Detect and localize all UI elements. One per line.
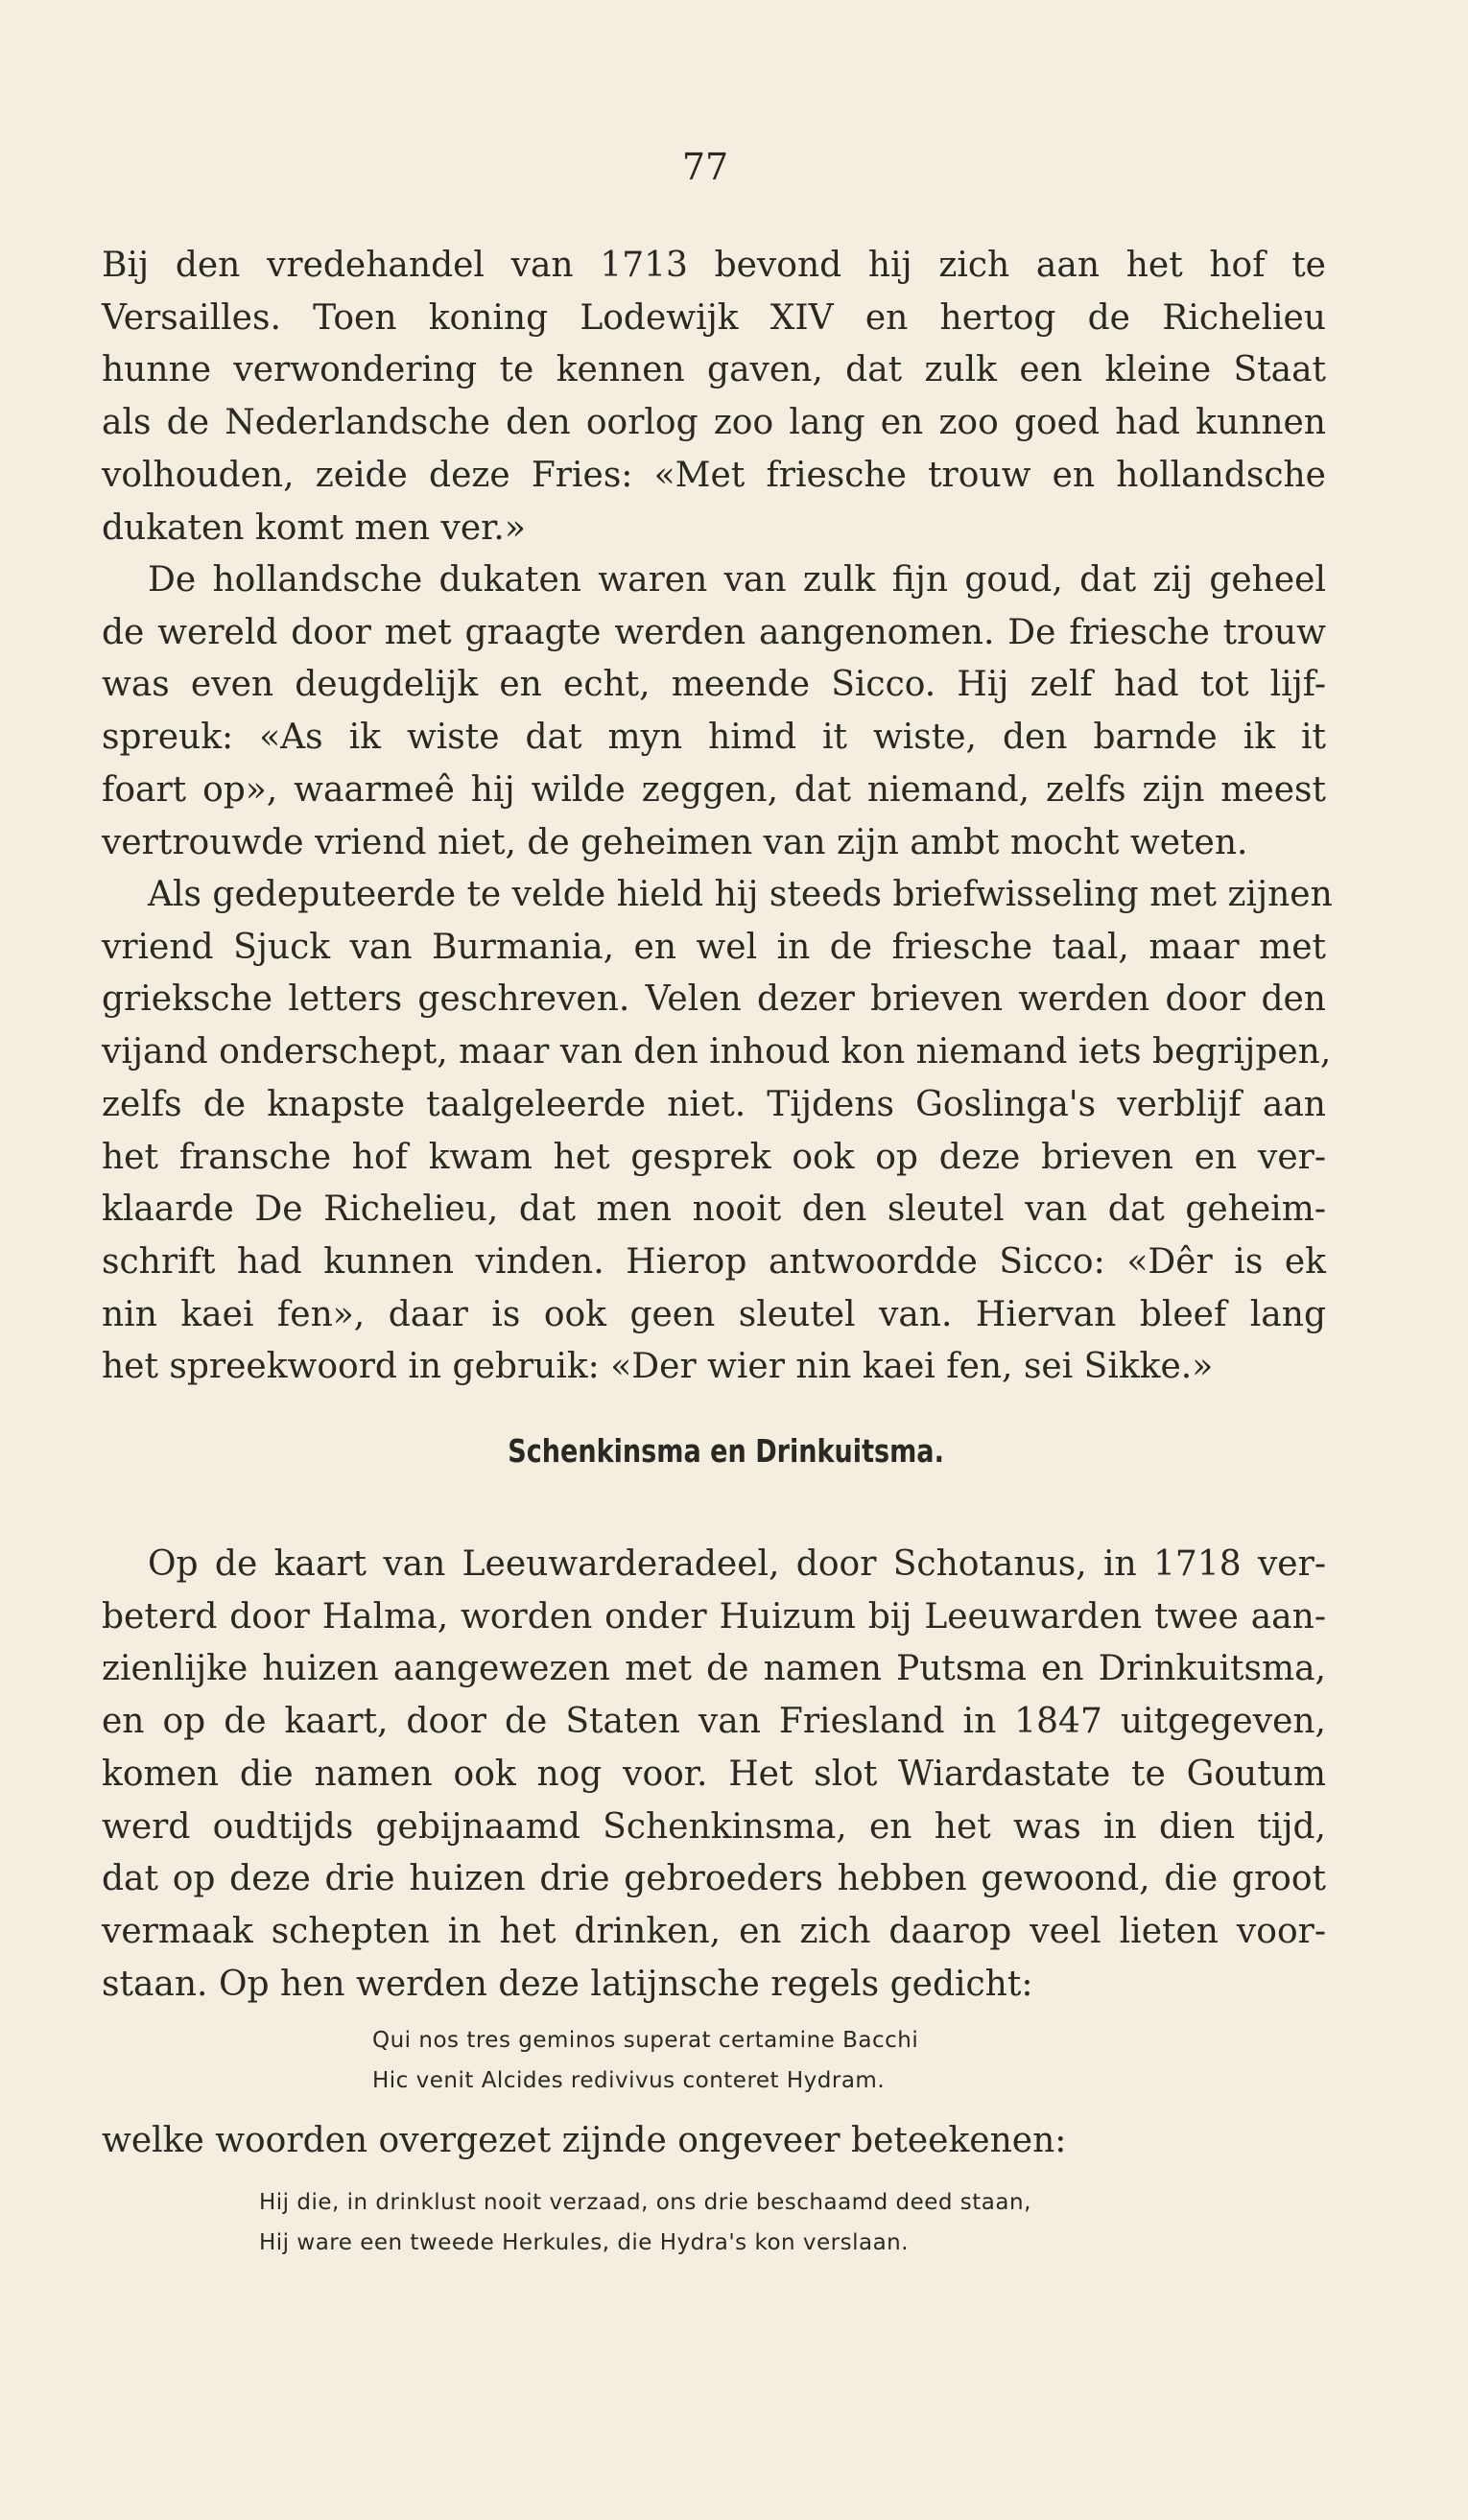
verse-line: Hic venit Alcides redivivus conteret Hydram. [372, 2068, 886, 2093]
text-line: vijand onderschept, maar van den inhoud kon niemand iets begrijpen, [102, 1032, 1332, 1072]
text-line: volhouden, zeide deze Fries: «Met friesche trouw en hollandsche [102, 455, 1326, 495]
text-line: staan. Op hen werden deze latijnsche regels gedicht: [102, 1964, 1033, 2004]
text-line: welke woorden overgezet zijnde ongeveer beteekenen: [102, 2121, 1067, 2160]
text-line: het spreekwoord in gebruik: «Der wier nin kaei fen, sei Sikke.» [102, 1347, 1214, 1387]
text-line: De hollandsche dukaten waren van zulk fijn goud, dat zij geheel [148, 560, 1326, 600]
text-line: grieksche letters geschreven. Velen dezer brieven werden door den [102, 979, 1326, 1020]
text-line: dat op deze drie huizen drie gebroeders hebben gewoond, die groot [102, 1859, 1326, 1899]
text-line: dukaten komt men ver.» [102, 507, 526, 548]
text-line: komen die namen ook nog voor. Het slot Wiardastate te Goutum [102, 1754, 1326, 1794]
text-line: het fransche hof kwam het gesprek ook op deze brieven en ver- [102, 1137, 1326, 1177]
text-line: als de Nederlandsche den oorlog zoo lang en zoo goed had kunnen [102, 403, 1326, 443]
paragraph-hollandsche-dukaten [102, 554, 1326, 869]
text-line: Als gedeputeerde te velde hield hij steeds briefwisseling met zijnen [148, 875, 1333, 914]
text-line: klaarde De Richelieu, dat men nooit den sleutel van dat geheim- [102, 1189, 1326, 1230]
verse-line: Qui nos tres geminos superat certamine Bacchi [372, 2028, 919, 2053]
text-line: zienlijke huizen aangewezen met de namen Putsma en Drinkuitsma, [102, 1649, 1326, 1689]
transition-paragraph [102, 2115, 1326, 2168]
dutch-verse [259, 2182, 1031, 2263]
text-line: zelfs de knapste taalgeleerde niet. Tijdens Goslinga's verblijf aan [102, 1084, 1326, 1124]
text-line: vriend Sjuck van Burmania, en wel in de friesche taal, maar met [102, 927, 1326, 967]
paragraph-schenkinsma [102, 1539, 1326, 2011]
text-line: schrift had kunnen vinden. Hierop antwoordde Sicco: «Dêr is ek [102, 1241, 1326, 1282]
text-line: de wereld door met graagte werden aangenomen. De friesche trouw [102, 612, 1326, 652]
text-line: hunne verwondering te kennen gaven, dat zulk een kleine Staat [102, 350, 1326, 390]
text-line: vermaak schepten in het drinken, en zich daarop veel lieten voor- [102, 1911, 1326, 1951]
text-line: werd oudtijds gebijnaamd Schenkinsma, en het was in dien tijd, [102, 1806, 1326, 1847]
text-line: Bij den vredehandel van 1713 bevond hij zich aan het hof te [102, 246, 1326, 285]
paragraph-vredehandel [102, 240, 1326, 554]
text-line: was even deugdelijk en echt, meende Sicco. Hij zelf had tot lijf- [102, 665, 1326, 705]
text-line: beterd door Halma, worden onder Huizum bij Leeuwarden twee aan- [102, 1596, 1326, 1637]
section-heading: Schenkinsma en Drinkuitsma. [508, 1432, 944, 1470]
text-line: foart op», waarmeê hij wilde zeggen, dat niemand, zelfs zijn meest [102, 769, 1326, 810]
text-line: spreuk: «As ik wiste dat myn himd it wiste, den barnde ik it [102, 718, 1326, 758]
verse-line: Hij ware een tweede Herkules, die Hydra's kon verslaan. [259, 2230, 910, 2255]
page-number: 77 [681, 146, 729, 188]
text-line: vertrouwde vriend niet, de geheimen van zijn ambt mocht weten. [102, 822, 1248, 862]
text-line: Versailles. Toen koning Lodewijk XIV en hertog de Richelieu [102, 297, 1326, 338]
latin-verse [372, 2020, 918, 2101]
verse-line: Hij die, in drinklust nooit verzaad, ons drie beschaamd deed staan, [259, 2190, 1031, 2215]
text-line: Op de kaart van Leeuwarderadeel, door Schotanus, in 1718 ver- [148, 1544, 1326, 1584]
text-line: en op de kaart, door de Staten van Friesland in 1847 uitgegeven, [102, 1702, 1326, 1742]
paragraph-gedeputeerde [102, 869, 1333, 1394]
text-line: nin kaei fen», daar is ook geen sleutel van. Hiervan bleef lang [102, 1294, 1326, 1334]
